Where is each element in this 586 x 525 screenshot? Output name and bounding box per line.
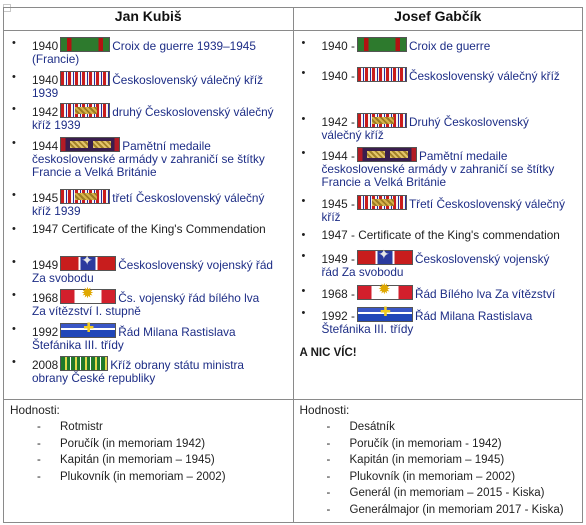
header-kubis: Jan Kubiš xyxy=(4,8,294,31)
award-year: 1942 xyxy=(32,105,59,119)
award-year: 1992 - xyxy=(321,309,355,323)
dash-icon: - xyxy=(37,470,41,483)
bullet-icon: • xyxy=(301,285,306,297)
rank-item xyxy=(294,436,583,453)
bullet-icon: • xyxy=(301,67,306,79)
gabcik-ranks-list xyxy=(294,419,583,518)
award-item xyxy=(294,307,566,336)
document-page xyxy=(2,3,584,523)
ribbon-icon xyxy=(60,71,110,86)
ribbon-icon xyxy=(60,103,110,118)
ribbon-icon xyxy=(60,189,110,204)
rank-name: Plukovník (in memoriam – 2002) xyxy=(60,470,226,483)
header-row xyxy=(4,8,583,31)
bullet-icon: • xyxy=(301,250,306,262)
kubis-awards-cell xyxy=(4,31,294,400)
rank-item xyxy=(294,469,583,486)
dash-icon: - xyxy=(37,454,41,466)
bullet-icon: • xyxy=(301,195,306,207)
award-item xyxy=(4,37,276,66)
award-item xyxy=(4,323,276,352)
bullet-icon: • xyxy=(301,113,306,125)
rank-name: Generálmajor (in memoriam 2017 - Kiska) xyxy=(349,503,564,516)
dash-icon: - xyxy=(37,421,41,433)
award-year: 1968 xyxy=(32,291,59,305)
ribbon-icon xyxy=(60,323,116,338)
award-year: 1945 xyxy=(32,191,59,205)
award-year: 1949 xyxy=(32,258,59,272)
award-name: Druhý Československý válečný kříž xyxy=(321,115,529,142)
ribbon-icon xyxy=(357,285,413,300)
award-item xyxy=(4,71,276,100)
award-year: 1944 - xyxy=(321,149,355,163)
rank-name: Desátník xyxy=(349,421,395,433)
award-year: 1949 - xyxy=(321,252,355,266)
award-item xyxy=(294,285,566,301)
award-item xyxy=(294,37,566,53)
ribbon-icon xyxy=(357,195,407,210)
rank-name: Poručík (in memoriam - 1942) xyxy=(349,437,502,450)
bullet-icon: • xyxy=(12,323,16,335)
rank-name: Poručík (in memoriam 1942) xyxy=(60,437,206,450)
award-name: Pamětní medaile československé armády v zahraničí se štítky Francie a Velká Británie xyxy=(32,139,265,179)
award-item xyxy=(4,137,276,179)
bullet-icon: • xyxy=(12,223,16,235)
award-year: 1940 - xyxy=(321,69,355,83)
bullet-icon: • xyxy=(12,189,16,201)
award-year: 1945 - xyxy=(321,197,355,211)
awards-table xyxy=(3,7,583,523)
award-item xyxy=(294,229,566,242)
dash-icon: - xyxy=(326,470,331,483)
award-item xyxy=(294,67,566,83)
gabcik-awards-cell xyxy=(293,31,583,400)
ranks-row xyxy=(4,400,583,523)
bullet-icon: • xyxy=(301,307,306,319)
award-name: Řád Milana Rastislava Štefánika III. třídy xyxy=(32,325,236,352)
award-item xyxy=(4,189,276,218)
dash-icon: - xyxy=(326,437,331,450)
ribbon-icon xyxy=(60,256,116,271)
bullet-icon: • xyxy=(301,229,306,241)
rank-item xyxy=(4,469,293,486)
award-name: Československý vojenský řád Za svobodu xyxy=(321,252,550,279)
gabcik-note: A NIC VÍC! xyxy=(299,347,357,359)
award-item xyxy=(294,113,566,142)
rank-name: Kapitán (in memoriam – 1945) xyxy=(60,454,215,466)
dash-icon: - xyxy=(326,487,331,499)
award-year: 1947 - xyxy=(321,228,355,242)
dash-icon: - xyxy=(37,437,41,450)
award-item xyxy=(4,356,276,385)
award-name: Certificate of the King's Commendation xyxy=(58,222,266,236)
dash-icon: - xyxy=(326,503,331,516)
award-name: Československý válečný kříž xyxy=(408,69,560,83)
rank-item xyxy=(4,419,293,436)
award-item xyxy=(4,223,276,236)
award-name: Croix de guerre xyxy=(408,39,491,53)
award-year: 1968 - xyxy=(321,287,355,301)
ranks-title: Hodnosti: xyxy=(299,403,350,417)
award-year: 1944 xyxy=(32,139,59,153)
dash-icon: - xyxy=(326,421,331,433)
ribbon-icon xyxy=(357,147,417,162)
dash-icon: - xyxy=(326,454,331,466)
bullet-icon: • xyxy=(12,71,16,83)
bullet-icon: • xyxy=(12,356,16,368)
bullet-icon: • xyxy=(12,103,16,115)
rank-name: Generál (in memoriam – 2015 - Kiska) xyxy=(349,487,545,499)
bullet-icon: • xyxy=(12,137,16,149)
award-name: třetí Československý válečný kříž 1939 xyxy=(32,191,265,218)
award-item xyxy=(4,103,276,132)
award-item xyxy=(4,256,276,285)
bullet-icon: • xyxy=(301,147,306,159)
award-name: druhý Československý válečný kříž 1939 xyxy=(32,105,274,132)
ribbon-icon xyxy=(357,250,413,265)
rank-item xyxy=(294,419,583,436)
award-name: Třetí Československý válečný kříž xyxy=(321,197,565,224)
rank-item xyxy=(4,436,293,453)
gabcik-ranks-cell xyxy=(293,400,583,523)
header-gabcik: Josef Gabčík xyxy=(293,8,583,31)
award-year: 1942 - xyxy=(321,115,355,129)
ribbon-icon xyxy=(60,356,108,371)
rank-item xyxy=(294,502,583,519)
award-name: Croix de guerre 1939–1945 (Francie) xyxy=(32,39,256,66)
awards-row xyxy=(4,31,583,400)
award-year: 1940 - xyxy=(321,39,355,53)
bullet-icon: • xyxy=(12,256,16,268)
award-year: 1947 xyxy=(32,222,59,236)
rank-item xyxy=(4,452,293,469)
award-year: 1940 xyxy=(32,73,59,87)
award-name: Řád Bílého lva Za vítězství xyxy=(414,287,556,301)
award-name: Řád Milana Rastislava Štefánika III. třídy xyxy=(321,309,533,336)
ribbon-icon xyxy=(60,37,110,52)
ribbon-icon xyxy=(357,113,407,128)
ribbon-icon xyxy=(357,67,407,82)
award-year: 2008 xyxy=(32,358,59,372)
ribbon-icon xyxy=(357,307,413,322)
rank-item xyxy=(294,485,583,502)
award-item xyxy=(294,147,566,189)
award-name: Československý válečný kříž 1939 xyxy=(32,73,264,100)
rank-item xyxy=(294,452,583,469)
award-item xyxy=(4,289,276,318)
award-name: Kříž obrany státu ministra obrany České republiky xyxy=(32,358,244,385)
bullet-icon: • xyxy=(301,37,306,49)
bullet-icon: • xyxy=(12,289,16,301)
rank-name: Kapitán (in memoriam – 1945) xyxy=(349,454,505,466)
rank-name: Plukovník (in memoriam – 2002) xyxy=(349,470,516,483)
award-item xyxy=(294,250,566,279)
bullet-icon: • xyxy=(12,37,16,49)
award-year: 1992 xyxy=(32,325,59,339)
kubis-ranks-cell xyxy=(4,400,294,523)
kubis-ranks-list xyxy=(4,419,293,485)
award-name: Československý vojenský řád Za svobodu xyxy=(32,258,273,285)
award-name: Pamětní medaile československé armády v zahraničí se štítky Francie a Velká Británie xyxy=(321,149,555,189)
award-name: Certificate of the King's commendation xyxy=(354,228,560,242)
award-name: Čs. vojenský řád bílého lva Za vítězství I. stupně xyxy=(32,291,260,318)
award-item xyxy=(294,195,566,224)
ribbon-icon xyxy=(60,137,120,152)
ribbon-icon xyxy=(60,289,116,304)
ranks-title: Hodnosti: xyxy=(10,403,60,417)
ribbon-icon xyxy=(357,37,407,52)
rank-name: Rotmistr xyxy=(60,421,103,433)
award-year: 1940 xyxy=(32,39,59,53)
